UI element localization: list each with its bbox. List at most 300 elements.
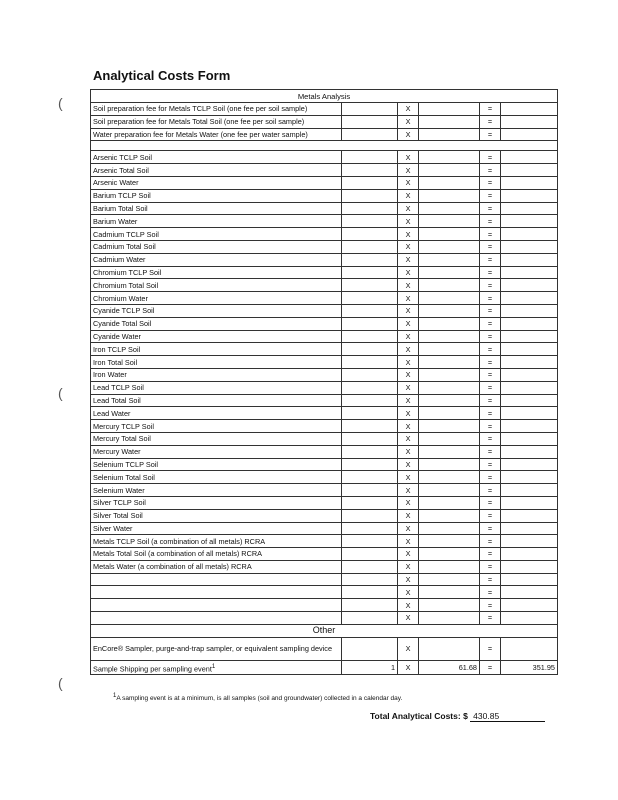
quantity-field[interactable] xyxy=(342,240,398,253)
unit-price-field[interactable] xyxy=(419,189,480,202)
equals-sign: = xyxy=(480,484,501,497)
equals-sign: = xyxy=(480,381,501,394)
multiply-sign: X xyxy=(398,660,419,674)
multiply-sign: X xyxy=(398,394,419,407)
quantity-field[interactable] xyxy=(342,394,398,407)
row-label: Barium Water xyxy=(91,215,342,228)
quantity-field[interactable] xyxy=(342,560,398,573)
table-row xyxy=(91,253,558,266)
multiply-sign: X xyxy=(398,176,419,189)
table-row xyxy=(91,189,558,202)
row-label xyxy=(91,573,342,586)
quantity-field[interactable] xyxy=(342,266,398,279)
quantity-field[interactable] xyxy=(342,279,398,292)
table-row xyxy=(91,176,558,189)
quantity-field[interactable] xyxy=(342,573,398,586)
quantity-field[interactable] xyxy=(342,356,398,369)
equals-sign: = xyxy=(480,445,501,458)
line-total-field[interactable] xyxy=(501,599,558,612)
quantity-field[interactable] xyxy=(342,599,398,612)
quantity-field[interactable] xyxy=(342,458,398,471)
footnote: $^1$A sampling event is at a minimum, is all samples (soil and groundwater) collected in a calendar day. xyxy=(113,693,403,703)
quantity-field[interactable] xyxy=(342,304,398,317)
line-total-field[interactable] xyxy=(501,637,558,660)
line-total-field[interactable] xyxy=(501,266,558,279)
unit-price-field[interactable] xyxy=(419,509,480,522)
table-row xyxy=(91,407,558,420)
equals-sign: = xyxy=(480,660,501,674)
multiply-sign: X xyxy=(398,432,419,445)
unit-price-field[interactable] xyxy=(419,317,480,330)
quantity-field[interactable] xyxy=(342,317,398,330)
table-row xyxy=(91,228,558,241)
unit-price-field[interactable] xyxy=(419,176,480,189)
quantity-field[interactable] xyxy=(342,151,398,164)
line-total-field[interactable] xyxy=(501,496,558,509)
multiply-sign: X xyxy=(398,445,419,458)
row-label: Cadmium TCLP Soil xyxy=(91,228,342,241)
quantity-field[interactable] xyxy=(342,522,398,535)
line-total-field[interactable] xyxy=(501,292,558,305)
row-label: Iron Water xyxy=(91,368,342,381)
multiply-sign: X xyxy=(398,407,419,420)
quantity-field[interactable] xyxy=(342,484,398,497)
line-total-field[interactable] xyxy=(501,115,558,128)
multiply-sign: X xyxy=(398,103,419,116)
row-label: Metals Total Soil (a combination of all metals) RCRA xyxy=(91,548,342,561)
total-analytical-costs xyxy=(370,711,545,722)
multiply-sign: X xyxy=(398,266,419,279)
line-total-field[interactable] xyxy=(501,368,558,381)
unit-price-field[interactable] xyxy=(419,573,480,586)
page-title: Analytical Costs Form xyxy=(93,68,231,83)
table-row xyxy=(91,368,558,381)
line-total-field[interactable] xyxy=(501,394,558,407)
line-total-field[interactable] xyxy=(501,509,558,522)
metals-analysis-heading: Metals Analysis xyxy=(91,90,558,103)
equals-sign: = xyxy=(480,128,501,141)
row-label: Lead Total Soil xyxy=(91,394,342,407)
table-row xyxy=(91,381,558,394)
row-label: Iron TCLP Soil xyxy=(91,343,342,356)
unit-price-field[interactable] xyxy=(419,458,480,471)
unit-price-field[interactable] xyxy=(419,599,480,612)
unit-price-field[interactable] xyxy=(419,394,480,407)
table-row xyxy=(91,560,558,573)
table-row xyxy=(91,394,558,407)
multiply-sign: X xyxy=(398,599,419,612)
quantity-field[interactable] xyxy=(342,343,398,356)
quantity-field[interactable] xyxy=(342,228,398,241)
row-label: Barium Total Soil xyxy=(91,202,342,215)
quantity-field[interactable] xyxy=(342,189,398,202)
unit-price-field[interactable] xyxy=(419,637,480,660)
quantity-field[interactable] xyxy=(342,292,398,305)
row-label: Arsenic TCLP Soil xyxy=(91,151,342,164)
table-row xyxy=(91,330,558,343)
line-total-field[interactable] xyxy=(501,103,558,116)
line-total-field[interactable] xyxy=(501,381,558,394)
unit-price-field[interactable]: 61.68 xyxy=(419,660,480,674)
quantity-field[interactable] xyxy=(342,586,398,599)
table-row xyxy=(91,115,558,128)
unit-price-field[interactable] xyxy=(419,103,480,116)
row-label: Chromium Total Soil xyxy=(91,279,342,292)
equals-sign: = xyxy=(480,356,501,369)
line-total-field[interactable] xyxy=(501,253,558,266)
row-label: Selenium TCLP Soil xyxy=(91,458,342,471)
multiply-sign: X xyxy=(398,164,419,177)
equals-sign: = xyxy=(480,612,501,625)
multiply-sign: X xyxy=(398,560,419,573)
quantity-field[interactable] xyxy=(342,368,398,381)
equals-sign: = xyxy=(480,496,501,509)
multiply-sign: X xyxy=(398,279,419,292)
total-amount[interactable]: 430.85 xyxy=(470,711,545,722)
quantity-field[interactable] xyxy=(342,215,398,228)
line-total-field[interactable] xyxy=(501,432,558,445)
unit-price-field[interactable] xyxy=(419,368,480,381)
unit-price-field[interactable] xyxy=(419,548,480,561)
line-total-field[interactable] xyxy=(501,151,558,164)
table-row xyxy=(91,660,558,674)
scan-mark: ( xyxy=(58,385,63,401)
table-row xyxy=(91,458,558,471)
equals-sign: = xyxy=(480,317,501,330)
equals-sign: = xyxy=(480,599,501,612)
unit-price-field[interactable] xyxy=(419,432,480,445)
row-label: Arsenic Water xyxy=(91,176,342,189)
scan-mark: ( xyxy=(58,675,63,691)
row-label: Water preparation fee for Metals Water (one fee per water sample) xyxy=(91,128,342,141)
line-total-field[interactable] xyxy=(501,445,558,458)
quantity-field[interactable] xyxy=(342,535,398,548)
row-label: EnCore® Sampler, purge-and-trap sampler, or equivalent sampling device xyxy=(91,637,342,660)
equals-sign: = xyxy=(480,103,501,116)
multiply-sign: X xyxy=(398,484,419,497)
row-label xyxy=(91,612,342,625)
line-total-field[interactable] xyxy=(501,304,558,317)
other-heading: Other xyxy=(91,624,558,637)
multiply-sign: X xyxy=(398,637,419,660)
table-row xyxy=(91,586,558,599)
multiply-sign: X xyxy=(398,292,419,305)
line-total-field[interactable] xyxy=(501,420,558,433)
multiply-sign: X xyxy=(398,509,419,522)
line-total-field[interactable] xyxy=(501,128,558,141)
table-row xyxy=(91,128,558,141)
unit-price-field[interactable] xyxy=(419,560,480,573)
row-label: Barium TCLP Soil xyxy=(91,189,342,202)
multiply-sign: X xyxy=(398,535,419,548)
equals-sign: = xyxy=(480,343,501,356)
unit-price-field[interactable] xyxy=(419,228,480,241)
unit-price-field[interactable] xyxy=(419,202,480,215)
row-label: Mercury Total Soil xyxy=(91,432,342,445)
multiply-sign: X xyxy=(398,253,419,266)
row-label xyxy=(91,660,342,674)
unit-price-field[interactable] xyxy=(419,115,480,128)
unit-price-field[interactable] xyxy=(419,215,480,228)
equals-sign: = xyxy=(480,432,501,445)
line-total-field[interactable] xyxy=(501,330,558,343)
equals-sign: = xyxy=(480,228,501,241)
quantity-field[interactable] xyxy=(342,432,398,445)
line-total-field[interactable] xyxy=(501,407,558,420)
line-total-field[interactable] xyxy=(501,471,558,484)
quantity-field[interactable] xyxy=(342,445,398,458)
line-total-field[interactable] xyxy=(501,240,558,253)
footnote-ref: 1 xyxy=(211,662,216,670)
line-total-field[interactable] xyxy=(501,228,558,241)
line-total-field[interactable] xyxy=(501,279,558,292)
row-label xyxy=(91,599,342,612)
table-row xyxy=(91,637,558,660)
equals-sign: = xyxy=(480,292,501,305)
unit-price-field[interactable] xyxy=(419,240,480,253)
multiply-sign: X xyxy=(398,612,419,625)
unit-price-field[interactable] xyxy=(419,420,480,433)
unit-price-field[interactable] xyxy=(419,471,480,484)
multiply-sign: X xyxy=(398,420,419,433)
equals-sign: = xyxy=(480,304,501,317)
multiply-sign: X xyxy=(398,381,419,394)
line-total-field[interactable] xyxy=(501,586,558,599)
table-row xyxy=(91,612,558,625)
row-label: Silver TCLP Soil xyxy=(91,496,342,509)
line-total-field[interactable] xyxy=(501,176,558,189)
multiply-sign: X xyxy=(398,522,419,535)
line-total-field[interactable] xyxy=(501,573,558,586)
equals-sign: = xyxy=(480,573,501,586)
line-total-field[interactable] xyxy=(501,317,558,330)
multiply-sign: X xyxy=(398,151,419,164)
unit-price-field[interactable] xyxy=(419,522,480,535)
quantity-field[interactable] xyxy=(342,420,398,433)
row-label: Selenium Water xyxy=(91,484,342,497)
line-total-field[interactable] xyxy=(501,164,558,177)
quantity-field[interactable] xyxy=(342,115,398,128)
multiply-sign: X xyxy=(398,356,419,369)
equals-sign: = xyxy=(480,637,501,660)
footnote-text: A sampling event is at a minimum, is all samples (soil and groundwater) collected in a calendar day. xyxy=(116,695,403,703)
unit-price-field[interactable] xyxy=(419,343,480,356)
table-row xyxy=(91,432,558,445)
line-total-field[interactable]: 351.95 xyxy=(501,660,558,674)
row-label: Soil preparation fee for Metals Total Soil (one fee per soil sample) xyxy=(91,115,342,128)
multiply-sign: X xyxy=(398,548,419,561)
row-label: Arsenic Total Soil xyxy=(91,164,342,177)
row-label: Metals Water (a combination of all metals) RCRA xyxy=(91,560,342,573)
row-label: Cyanide Water xyxy=(91,330,342,343)
multiply-sign: X xyxy=(398,304,419,317)
multiply-sign: X xyxy=(398,128,419,141)
unit-price-field[interactable] xyxy=(419,445,480,458)
line-total-field[interactable] xyxy=(501,189,558,202)
row-label: Chromium Water xyxy=(91,292,342,305)
multiply-sign: X xyxy=(398,496,419,509)
total-label: Total Analytical Costs: xyxy=(370,711,461,721)
row-label: Lead Water xyxy=(91,407,342,420)
row-label: Cadmium Water xyxy=(91,253,342,266)
quantity-field[interactable] xyxy=(342,103,398,116)
table-row xyxy=(91,484,558,497)
quantity-field[interactable]: 1 xyxy=(342,660,398,674)
row-label: Soil preparation fee for Metals TCLP Soil (one fee per soil sample) xyxy=(91,103,342,116)
quantity-field[interactable] xyxy=(342,381,398,394)
quantity-field[interactable] xyxy=(342,548,398,561)
unit-price-field[interactable] xyxy=(419,484,480,497)
multiply-sign: X xyxy=(398,368,419,381)
equals-sign: = xyxy=(480,240,501,253)
multiply-sign: X xyxy=(398,586,419,599)
row-label: Cyanide Total Soil xyxy=(91,317,342,330)
table-row xyxy=(91,573,558,586)
line-total-field[interactable] xyxy=(501,356,558,369)
equals-sign: = xyxy=(480,471,501,484)
unit-price-field[interactable] xyxy=(419,612,480,625)
unit-price-field[interactable] xyxy=(419,381,480,394)
multiply-sign: X xyxy=(398,189,419,202)
currency-symbol: $ xyxy=(463,711,468,721)
row-label: Silver Water xyxy=(91,522,342,535)
table-row xyxy=(91,343,558,356)
table-row xyxy=(91,240,558,253)
line-total-field[interactable] xyxy=(501,343,558,356)
table-row xyxy=(91,548,558,561)
table-row xyxy=(91,522,558,535)
row-label: Cyanide TCLP Soil xyxy=(91,304,342,317)
line-total-field[interactable] xyxy=(501,548,558,561)
multiply-sign: X xyxy=(398,343,419,356)
table-row xyxy=(91,215,558,228)
quantity-field[interactable] xyxy=(342,128,398,141)
equals-sign: = xyxy=(480,164,501,177)
unit-price-field[interactable] xyxy=(419,164,480,177)
equals-sign: = xyxy=(480,394,501,407)
unit-price-field[interactable] xyxy=(419,586,480,599)
unit-price-field[interactable] xyxy=(419,356,480,369)
equals-sign: = xyxy=(480,522,501,535)
multiply-sign: X xyxy=(398,228,419,241)
table-row xyxy=(91,202,558,215)
multiply-sign: X xyxy=(398,215,419,228)
equals-sign: = xyxy=(480,253,501,266)
section-header-other xyxy=(91,624,558,637)
analytical-costs-table xyxy=(90,89,558,675)
table-row xyxy=(91,599,558,612)
table-row xyxy=(91,164,558,177)
quantity-field[interactable] xyxy=(342,176,398,189)
equals-sign: = xyxy=(480,420,501,433)
multiply-sign: X xyxy=(398,202,419,215)
unit-price-field[interactable] xyxy=(419,407,480,420)
row-label: Mercury Water xyxy=(91,445,342,458)
quantity-field[interactable] xyxy=(342,471,398,484)
table-row xyxy=(91,279,558,292)
quantity-field[interactable] xyxy=(342,407,398,420)
quantity-field[interactable] xyxy=(342,202,398,215)
table-row xyxy=(91,420,558,433)
unit-price-field[interactable] xyxy=(419,253,480,266)
row-label: Mercury TCLP Soil xyxy=(91,420,342,433)
spacer-row xyxy=(91,141,558,151)
table-row xyxy=(91,317,558,330)
quantity-field[interactable] xyxy=(342,496,398,509)
quantity-field[interactable] xyxy=(342,164,398,177)
equals-sign: = xyxy=(480,266,501,279)
multiply-sign: X xyxy=(398,317,419,330)
quantity-field[interactable] xyxy=(342,509,398,522)
table-row xyxy=(91,151,558,164)
table-row xyxy=(91,496,558,509)
unit-price-field[interactable] xyxy=(419,330,480,343)
multiply-sign: X xyxy=(398,471,419,484)
line-total-field[interactable] xyxy=(501,458,558,471)
unit-price-field[interactable] xyxy=(419,304,480,317)
table-row xyxy=(91,509,558,522)
line-total-field[interactable] xyxy=(501,612,558,625)
equals-sign: = xyxy=(480,115,501,128)
quantity-field[interactable] xyxy=(342,612,398,625)
unit-price-field[interactable] xyxy=(419,266,480,279)
table-row xyxy=(91,471,558,484)
equals-sign: = xyxy=(480,151,501,164)
line-total-field[interactable] xyxy=(501,484,558,497)
row-label xyxy=(91,586,342,599)
line-total-field[interactable] xyxy=(501,202,558,215)
row-label: Iron Total Soil xyxy=(91,356,342,369)
unit-price-field[interactable] xyxy=(419,128,480,141)
equals-sign: = xyxy=(480,560,501,573)
unit-price-field[interactable] xyxy=(419,151,480,164)
multiply-sign: X xyxy=(398,330,419,343)
multiply-sign: X xyxy=(398,240,419,253)
equals-sign: = xyxy=(480,215,501,228)
equals-sign: = xyxy=(480,189,501,202)
row-label-text: Sample Shipping per sampling event xyxy=(93,664,212,674)
line-total-field[interactable] xyxy=(501,522,558,535)
row-label: Lead TCLP Soil xyxy=(91,381,342,394)
table-row xyxy=(91,292,558,305)
row-label: Cadmium Total Soil xyxy=(91,240,342,253)
unit-price-field[interactable] xyxy=(419,292,480,305)
quantity-field[interactable] xyxy=(342,637,398,660)
line-total-field[interactable] xyxy=(501,215,558,228)
unit-price-field[interactable] xyxy=(419,496,480,509)
equals-sign: = xyxy=(480,368,501,381)
row-label: Silver Total Soil xyxy=(91,509,342,522)
row-label: Selenium Total Soil xyxy=(91,471,342,484)
equals-sign: = xyxy=(480,407,501,420)
row-label: Chromium TCLP Soil xyxy=(91,266,342,279)
equals-sign: = xyxy=(480,548,501,561)
unit-price-field[interactable] xyxy=(419,535,480,548)
table-row xyxy=(91,356,558,369)
table-row xyxy=(91,103,558,116)
unit-price-field[interactable] xyxy=(419,279,480,292)
line-total-field[interactable] xyxy=(501,535,558,548)
equals-sign: = xyxy=(480,586,501,599)
equals-sign: = xyxy=(480,202,501,215)
scan-mark: ( xyxy=(58,95,63,111)
quantity-field[interactable] xyxy=(342,330,398,343)
multiply-sign: X xyxy=(398,458,419,471)
quantity-field[interactable] xyxy=(342,253,398,266)
line-total-field[interactable] xyxy=(501,560,558,573)
table-row xyxy=(91,304,558,317)
section-header-metals xyxy=(91,90,558,103)
